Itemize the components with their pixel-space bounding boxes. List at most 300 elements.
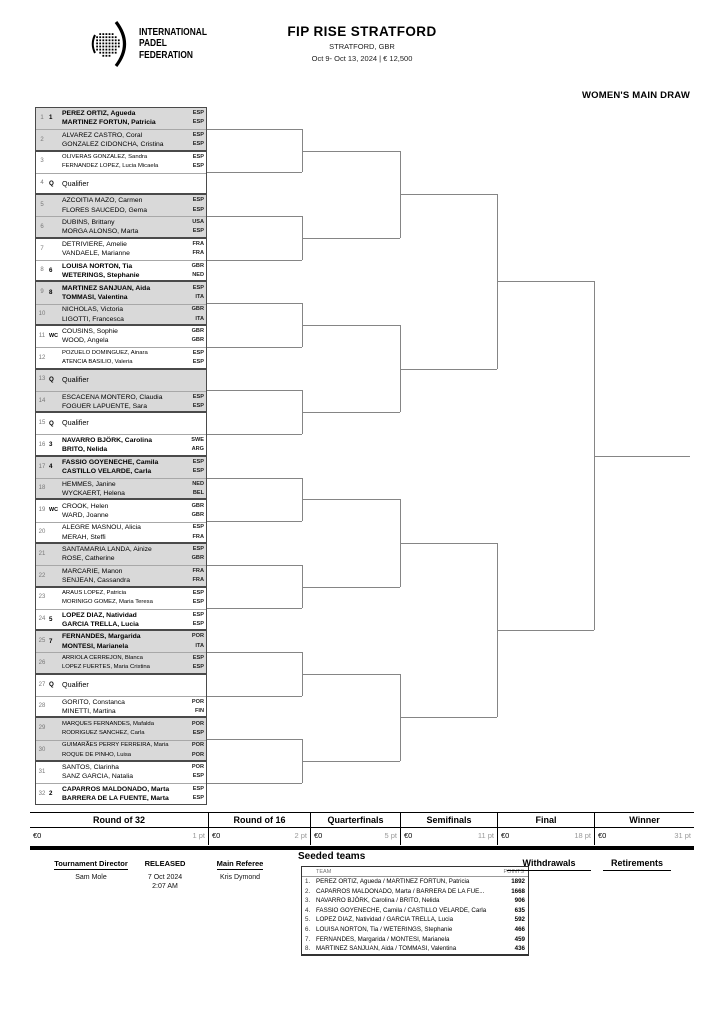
- player-name: ESCACENA MONTERO, Claudia: [62, 393, 163, 401]
- bracket-line: [207, 565, 302, 566]
- entry-names: [62, 281, 183, 303]
- bracket-line: [400, 717, 497, 718]
- bracket-line: [497, 630, 594, 631]
- tournament-dates-prize: Oct 9- Oct 13, 2024 | € 12,500: [311, 54, 413, 63]
- country-code: ITA: [195, 293, 204, 300]
- player-name: WYCKAERT, Helena: [62, 490, 125, 498]
- entry-countries: [183, 456, 207, 478]
- entry-names: [62, 587, 183, 609]
- seeded-team-points: 1668: [511, 887, 525, 895]
- round-name: Winner: [595, 813, 694, 828]
- player-name: SANZ GARCIA, Natalia: [62, 773, 134, 781]
- player-name: LOPEZ DIAZ, Natividad: [62, 611, 137, 619]
- entry-position: 27: [38, 681, 46, 688]
- released-label: RELEASED: [144, 859, 186, 868]
- entry-names: [62, 739, 183, 761]
- player-name: TOMMASI, Valentina: [62, 293, 128, 301]
- entry-names: [62, 151, 183, 173]
- entry-position: 12: [38, 354, 46, 361]
- seeded-team-points: 466: [514, 925, 525, 933]
- country-code: POR: [191, 764, 204, 771]
- country-code: FRA: [192, 240, 204, 247]
- seeded-team-name: NAVARRO BJÖRK, Carolina / BRITO, Nelida: [316, 897, 440, 905]
- entry-countries: [183, 325, 207, 347]
- entry-names: [62, 565, 183, 587]
- country-code: NED: [192, 480, 204, 487]
- country-code: ESP: [192, 729, 204, 736]
- seed-number: [49, 390, 62, 412]
- round-points: 18 pt: [574, 831, 591, 840]
- bracket-line: [497, 281, 594, 282]
- country-code: ESP: [192, 163, 204, 170]
- qualifier-tag: Q: [49, 375, 54, 383]
- country-code: SWE: [191, 437, 204, 444]
- seeded-teams-label: Seeded teams: [298, 851, 366, 862]
- bracket-entry-qualifier: [35, 674, 207, 696]
- country-code: BEL: [192, 490, 204, 497]
- seed-number: [49, 696, 62, 718]
- seeded-team-row: [302, 925, 528, 935]
- seed-number: 2: [49, 790, 53, 798]
- entry-position: 1: [40, 114, 44, 121]
- seed-number: [49, 739, 62, 761]
- bracket-line: [207, 783, 302, 784]
- player-name: ALVAREZ CASTRO, Coral: [62, 131, 143, 139]
- country-code: ESP: [192, 284, 204, 291]
- country-code: ESP: [192, 141, 204, 148]
- player-name: ARAUS LOPEZ, Patricia: [62, 589, 127, 596]
- entry-countries: [183, 216, 207, 238]
- country-code: ESP: [192, 468, 204, 475]
- bracket-entry: [35, 717, 207, 739]
- seeded-team-points: 635: [514, 906, 525, 914]
- seeded-team-points: 1892: [511, 878, 525, 885]
- round-prize: €0: [598, 831, 607, 840]
- country-code: ESP: [192, 599, 204, 606]
- player-name: LOPEZ FUERTES, Maria Cristina: [62, 664, 150, 671]
- round-values: [311, 828, 400, 840]
- entry-countries: [183, 107, 207, 129]
- player-name: CROOK, Helen: [62, 502, 109, 510]
- bracket-entry: [35, 587, 207, 609]
- entry-position: 23: [38, 594, 46, 601]
- seeded-team-number: 8.: [305, 945, 311, 953]
- entry-position: 22: [38, 572, 46, 579]
- player-name: Qualifier: [62, 418, 89, 428]
- player-name: FERNANDEZ LOPEZ, Lucia Micaela: [62, 163, 159, 170]
- country-code: NED: [192, 272, 204, 279]
- bracket-entry: [35, 216, 207, 238]
- entry-position: 13: [38, 376, 46, 383]
- seed-number: [49, 478, 62, 500]
- player-name: LIGOTTI, Francesca: [62, 315, 124, 323]
- player-name: Qualifier: [62, 374, 89, 384]
- country-code: GBR: [191, 328, 204, 335]
- country-code: ESP: [192, 131, 204, 138]
- seed-number: 8: [49, 288, 53, 296]
- bracket-entry: [35, 696, 207, 718]
- country-code: FRA: [192, 577, 204, 584]
- country-code: ESP: [192, 785, 204, 792]
- entry-position: 20: [38, 529, 46, 536]
- country-code: ESP: [192, 393, 204, 400]
- seed-number: 4: [49, 463, 53, 471]
- player-name: ALEGRE MASNOU, Alicia: [62, 524, 141, 532]
- country-code: ESP: [192, 655, 204, 662]
- entry-countries: [183, 630, 207, 652]
- country-code: ESP: [192, 402, 204, 409]
- round-column: [497, 813, 594, 845]
- logo-line-1: INTERNATIONAL: [139, 25, 207, 38]
- round-points: 11 pt: [477, 831, 494, 840]
- bracket-entry: [35, 281, 207, 303]
- entry-names: [62, 216, 183, 238]
- round-prize: €0: [501, 831, 510, 840]
- bracket-entry: [35, 260, 207, 282]
- round-column: [400, 813, 497, 845]
- country-code: GBR: [191, 555, 204, 562]
- bracket-line: [207, 739, 302, 740]
- entry-names: [62, 129, 183, 151]
- seeded-team-name: LOPEZ DIAZ, Natividad / GARCIA TRELLA, Lucia: [316, 916, 454, 924]
- entry-position: 2: [40, 136, 44, 143]
- bracket-entry: [35, 107, 207, 129]
- entry-names: [62, 303, 183, 325]
- entry-names: [62, 521, 183, 543]
- seed-number: [49, 151, 62, 173]
- entry-countries: [183, 565, 207, 587]
- player-name: DUBINS, Brittany: [62, 219, 115, 227]
- entry-names: [62, 608, 183, 630]
- entry-countries: [183, 543, 207, 565]
- retirements-block: [601, 853, 673, 871]
- country-code: GBR: [191, 337, 204, 344]
- bracket-line: [302, 761, 400, 762]
- bracket-entry: [35, 325, 207, 347]
- entry-names: [62, 652, 183, 674]
- seed-number: [49, 347, 62, 369]
- country-code: POR: [191, 751, 204, 758]
- country-code: ESP: [192, 546, 204, 553]
- bracket-entry-qualifier: [35, 172, 207, 194]
- entry-countries: [183, 587, 207, 609]
- bracket-entry: [35, 565, 207, 587]
- seeded-team-name: FERNANDES, Margarida / MONTESI, Marianela: [316, 935, 450, 943]
- player-name: GUIMARÃES PERRY FERREIRA, Maria: [62, 742, 169, 749]
- player-name: MONTESI, Marianela: [62, 642, 129, 650]
- country-code: ESP: [192, 795, 204, 802]
- player-name: GONZALEZ CIDONCHA, Cristina: [62, 141, 164, 149]
- bracket-entry: [35, 761, 207, 783]
- player-name: ATENCIA BASILIO, Valeria: [62, 359, 133, 366]
- entry-countries: [183, 783, 207, 805]
- round-name: Round of 16: [209, 813, 310, 828]
- bracket-entry: [35, 521, 207, 543]
- entry-countries: [183, 696, 207, 718]
- player-name: LOUISA NORTON, Tia: [62, 262, 133, 270]
- seeded-team-row: [302, 944, 528, 954]
- player-name: FOGUER LAPUENTE, Sara: [62, 402, 147, 410]
- tournament-director-name: Sam Mole: [75, 873, 107, 881]
- country-code: POR: [191, 742, 204, 749]
- country-code: ESP: [192, 206, 204, 213]
- wildcard-tag: WC: [49, 332, 58, 339]
- player-name: FASSIO GOYENECHE, Camila: [62, 458, 159, 466]
- country-code: GBR: [191, 262, 204, 269]
- player-name: BRITO, Nelida: [62, 446, 108, 454]
- bracket-line: [302, 499, 400, 500]
- bracket-line: [207, 478, 302, 479]
- player-name: NAVARRO BJÖRK, Carolina: [62, 437, 153, 445]
- entry-position: 26: [38, 659, 46, 666]
- entry-countries: [183, 478, 207, 500]
- round-values: [401, 828, 497, 840]
- round-values: [498, 828, 594, 840]
- seeded-header-points: POINTS: [503, 869, 524, 875]
- entry-position: 30: [38, 747, 46, 754]
- seeded-header-team: TEAM: [316, 869, 332, 875]
- entry-countries: [183, 717, 207, 739]
- released-block: [125, 853, 205, 890]
- round-points: 1 pt: [192, 831, 205, 840]
- bracket-entry: [35, 390, 207, 412]
- entry-position: 5: [40, 202, 44, 209]
- entry-countries: [183, 281, 207, 303]
- logo-line-3: FEDERATION: [139, 48, 193, 61]
- entry-position: 24: [38, 616, 46, 623]
- bracket-line: [302, 674, 400, 675]
- seed-number: [49, 565, 62, 587]
- round-points: 2 pt: [294, 831, 307, 840]
- seed-number: [49, 216, 62, 238]
- bracket-entry: [35, 478, 207, 500]
- entry-names: [62, 499, 183, 521]
- seeded-team-name: FASSIO GOYENECHE, Camila / CASTILLO VELARDE, Carla: [316, 906, 487, 914]
- country-code: ESP: [192, 110, 204, 117]
- entry-names: [62, 434, 183, 456]
- player-name: ROSE, Catherine: [62, 555, 115, 563]
- entry-names: [62, 260, 183, 282]
- player-name: MERAH, Steffi: [62, 533, 106, 541]
- seeded-team-name: CAPARROS MALDONADO, Marta / BARRERA DE LA FUE...: [316, 887, 485, 895]
- bracket-line: [302, 238, 400, 239]
- country-code: ARG: [191, 446, 204, 453]
- seed-number: [49, 543, 62, 565]
- entry-names: [62, 783, 183, 805]
- bracket-line: [207, 260, 302, 261]
- country-code: FRA: [192, 533, 204, 540]
- draw-title: WOMEN'S MAIN DRAW: [581, 90, 690, 101]
- round-prize: €0: [404, 831, 413, 840]
- seeded-team-points: 592: [514, 916, 525, 924]
- player-name: OLIVERAS GONZALEZ, Sandra: [62, 153, 148, 160]
- player-name: FLORES SAUCEDO, Gema: [62, 206, 147, 214]
- country-code: ITA: [195, 315, 204, 322]
- bracket-line: [207, 172, 302, 173]
- bracket-line: [207, 129, 302, 130]
- bracket-entry-qualifier: [35, 412, 207, 434]
- player-name: AZCOITIA MAZO, Carmen: [62, 197, 143, 205]
- country-code: ESP: [192, 228, 204, 235]
- entry-position: 32: [38, 790, 46, 797]
- retirements-label: Retirements: [603, 858, 671, 871]
- bracket-entry: [35, 499, 207, 521]
- seeded-team-name: MARTINEZ SANJUAN, Aida / TOMMASI, Valentina: [316, 945, 457, 953]
- player-name: ROQUE DE PINHO, Luisa: [62, 751, 132, 758]
- player-name: POZUELO DOMINGUEZ, Ainara: [62, 349, 148, 356]
- entry-countries: [183, 347, 207, 369]
- country-code: ESP: [192, 773, 204, 780]
- country-code: FRA: [192, 250, 204, 257]
- player-name: NICHOLAS, Victoria: [62, 306, 124, 314]
- bracket-line: [400, 194, 497, 195]
- seed-number: 6: [49, 266, 53, 274]
- bracket-line: [207, 434, 302, 435]
- round-points: 5 pt: [384, 831, 397, 840]
- player-name: PEREZ ORTIZ, Agueda: [62, 110, 136, 118]
- round-values: [595, 828, 694, 840]
- player-name: WETERINGS, Stephanie: [62, 272, 140, 280]
- seeded-team-number: 1.: [305, 878, 311, 885]
- round-column: [594, 813, 694, 845]
- round-prize: €0: [33, 831, 42, 840]
- round-points: 31 pt: [674, 831, 691, 840]
- bracket-line: [400, 369, 497, 370]
- seeded-team-name: PEREZ ORTIZ, Agueda / MARTINEZ FORTUN, Patricia: [316, 878, 470, 885]
- entry-countries: [183, 238, 207, 260]
- main-referee-label: Main Referee: [216, 859, 264, 868]
- seeded-team-points: 459: [514, 935, 525, 943]
- bracket-entry: [35, 652, 207, 674]
- player-name: CASTILLO VELARDE, Carla: [62, 468, 152, 476]
- player-name: COUSINS, Sophie: [62, 328, 118, 336]
- round-name: Round of 32: [30, 813, 208, 828]
- entry-countries: [183, 260, 207, 282]
- entry-position: 28: [38, 703, 46, 710]
- entry-countries: [183, 129, 207, 151]
- country-code: POR: [191, 698, 204, 705]
- country-code: USA: [192, 219, 204, 226]
- withdrawals-label: Withdrawals: [507, 858, 591, 871]
- player-name: Qualifier: [62, 680, 89, 690]
- bracket-entry: [35, 608, 207, 630]
- main-referee-block: [195, 853, 285, 881]
- entry-names: [62, 761, 183, 783]
- player-name: Qualifier: [62, 178, 89, 188]
- player-name: SANTAMARIA LANDA, Ainize: [62, 546, 152, 554]
- entry-position: 17: [38, 463, 46, 470]
- entry-names: [62, 456, 183, 478]
- player-name: SANTOS, Clarinha: [62, 764, 119, 772]
- entry-countries: [183, 499, 207, 521]
- entry-position: 19: [38, 507, 46, 514]
- bracket-line: [207, 216, 302, 217]
- player-name: WARD, Joanne: [62, 511, 109, 519]
- bracket-entry: [35, 739, 207, 761]
- entry-position: 15: [38, 420, 46, 427]
- round-name: Final: [498, 813, 594, 828]
- qualifier-tag: Q: [49, 179, 54, 187]
- seeded-team-row: [302, 906, 528, 916]
- country-code: FIN: [194, 708, 204, 715]
- player-name: VANDAELE, Marianne: [62, 250, 130, 258]
- country-code: POR: [191, 633, 204, 640]
- player-name: MARCARIE, Manon: [62, 567, 123, 575]
- entry-position: 4: [40, 180, 44, 187]
- seed-number: [49, 521, 62, 543]
- seed-number: 1: [49, 114, 53, 122]
- footer-divider-bar: [30, 846, 694, 850]
- seed-number: [49, 129, 62, 151]
- country-code: ESP: [192, 359, 204, 366]
- entry-countries: [183, 739, 207, 761]
- country-code: ESP: [192, 349, 204, 356]
- entry-countries: [183, 151, 207, 173]
- round-prize: €0: [212, 831, 221, 840]
- bracket-line: [302, 587, 400, 588]
- entry-countries: [183, 194, 207, 216]
- country-code: GBR: [191, 511, 204, 518]
- player-name: MORINIGO GOMEZ, Maria Teresa: [62, 599, 153, 606]
- player-name: FERNANDES, Margarida: [62, 633, 141, 641]
- bracket-entry-qualifier: [35, 369, 207, 391]
- seed-number: [49, 587, 62, 609]
- entry-names: [62, 717, 183, 739]
- player-name: ARRIOLA CERREJON, Blanca: [62, 655, 143, 662]
- player-name: BARRERA DE LA FUENTE, Marta: [62, 795, 169, 803]
- entry-names: [62, 194, 183, 216]
- released-time: 2:07 AM: [152, 883, 178, 890]
- bracket-entry: [35, 151, 207, 173]
- player-name: CAPARROS MALDONADO, Marta: [62, 785, 170, 793]
- country-code: ESP: [192, 524, 204, 531]
- seeded-team-number: 5.: [305, 916, 311, 924]
- country-code: ESP: [192, 119, 204, 126]
- country-code: GBR: [191, 502, 204, 509]
- entry-names: [62, 696, 183, 718]
- seed-number: [49, 717, 62, 739]
- player-name: MARTINEZ SANJUAN, Aida: [62, 284, 151, 292]
- entry-names: [62, 390, 183, 412]
- bracket-line: [207, 652, 302, 653]
- seeded-team-number: 3.: [305, 897, 311, 905]
- entry-position: 14: [38, 398, 46, 405]
- country-code: ESP: [192, 620, 204, 627]
- bracket-entry: [35, 543, 207, 565]
- entry-names: [62, 412, 207, 434]
- tournament-location: STRATFORD, GBR: [329, 42, 395, 51]
- entry-position: 9: [40, 289, 44, 296]
- bracket-line: [302, 325, 400, 326]
- bracket-entry: [35, 238, 207, 260]
- country-code: POR: [191, 720, 204, 727]
- player-name: GORITO, Constanca: [62, 698, 125, 706]
- seed-number: 5: [49, 615, 53, 623]
- country-code: ESP: [192, 153, 204, 160]
- entry-position: 25: [38, 638, 46, 645]
- tournament-title: FIP RISE STRATFORD: [287, 24, 437, 39]
- bracket-entry: [35, 630, 207, 652]
- bracket-entry: [35, 194, 207, 216]
- bracket-line: [207, 521, 302, 522]
- entry-countries: [183, 390, 207, 412]
- bracket-entry: [35, 434, 207, 456]
- bracket-entry: [35, 303, 207, 325]
- seeded-team-number: 6.: [305, 925, 311, 933]
- seed-number: [49, 194, 62, 216]
- country-code: ESP: [192, 589, 204, 596]
- entry-countries: [183, 303, 207, 325]
